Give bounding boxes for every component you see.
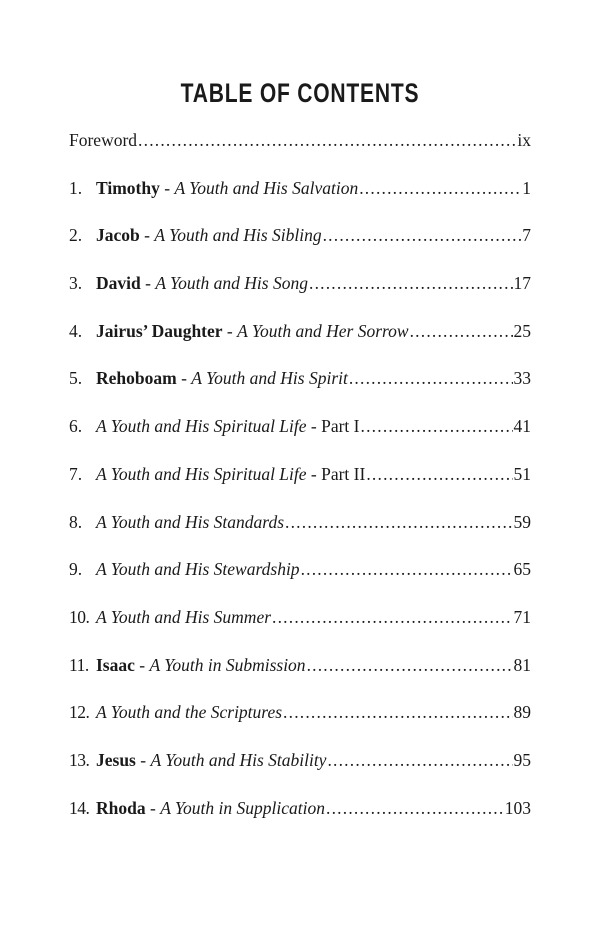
toc-entry-label — [96, 511, 285, 532]
toc-entry-number: 11. — [69, 654, 89, 675]
table-of-contents — [69, 132, 531, 847]
toc-entry-number: 5. — [69, 368, 83, 389]
toc-entry-title: A Youth and His Spiritual Life — [96, 463, 307, 484]
toc-entry-label — [96, 370, 348, 388]
toc-entry-subject: Timothy — [96, 177, 160, 198]
toc-entry-title: A Youth and Her Sorrow — [237, 320, 409, 341]
toc-entry-6[interactable] — [69, 418, 531, 466]
toc-entry-number: 10. — [69, 606, 90, 627]
toc-entry-title: A Youth in Submission — [149, 654, 306, 675]
toc-page-number: ix — [517, 130, 531, 150]
toc-entry-subject: Jairus’ Daughter — [96, 320, 223, 341]
toc-entry-title: Foreword — [69, 130, 138, 150]
toc-entry-separator: - — [176, 368, 192, 389]
toc-entry-label — [96, 606, 272, 627]
toc-entry-subject: Rehoboam — [96, 368, 177, 389]
toc-entry-1[interactable] — [69, 177, 531, 228]
toc-entry-part: - Part I — [306, 416, 360, 437]
toc-entry-7[interactable] — [69, 463, 531, 514]
toc-page-number: 25 — [513, 320, 531, 341]
toc-entry-label — [96, 561, 300, 579]
toc-entry-label — [96, 797, 326, 818]
toc-entry-title: A Youth and His Standards — [96, 511, 285, 532]
toc-entry-label — [96, 275, 308, 293]
toc-entry-10[interactable] — [69, 606, 531, 657]
toc-entry-label — [96, 320, 409, 341]
toc-entry-label — [96, 177, 359, 198]
toc-page-number: 59 — [513, 511, 531, 532]
toc-entry-part: - Part II — [306, 463, 366, 484]
toc-page-number: 7 — [522, 225, 531, 246]
toc-entry-number: 13. — [69, 749, 90, 770]
dot-leader — [326, 800, 504, 818]
toc-entry-label — [96, 463, 366, 484]
toc-entry-number: 7. — [69, 463, 83, 484]
toc-entry-3[interactable] — [69, 275, 531, 323]
toc-entry-13[interactable] — [69, 749, 531, 800]
dot-leader — [138, 132, 516, 150]
dot-leader — [410, 323, 513, 341]
dot-leader — [301, 561, 513, 579]
toc-entry-subject: Jesus — [96, 749, 136, 770]
toc-page-number: 89 — [513, 702, 531, 723]
toc-page-number: 33 — [513, 368, 531, 389]
toc-entry-label — [96, 418, 360, 436]
toc-entry-4[interactable] — [69, 320, 531, 371]
toc-entry-label — [96, 227, 322, 245]
dot-leader — [307, 657, 513, 675]
dot-leader — [349, 370, 513, 388]
toc-entry-label — [69, 132, 137, 150]
toc-page-number: 103 — [504, 797, 531, 818]
toc-entry-11[interactable] — [69, 654, 531, 705]
toc-entry-number: 12. — [69, 702, 90, 723]
toc-entry-separator: - — [222, 320, 238, 341]
toc-entry-title: A Youth and the Scriptures — [96, 702, 283, 723]
toc-page-number: 41 — [513, 416, 531, 437]
toc-entry-number: 3. — [69, 273, 83, 294]
dot-leader — [323, 227, 522, 245]
toc-entry-title: A Youth and His Summer — [96, 606, 272, 627]
toc-entry-foreword[interactable] — [69, 132, 531, 180]
toc-entry-number: 8. — [69, 511, 83, 532]
toc-entry-number: 1. — [69, 177, 83, 198]
dot-leader — [361, 418, 513, 436]
toc-entry-title: A Youth and His Stewardship — [96, 559, 300, 580]
toc-entry-label — [96, 749, 327, 770]
toc-entry-title: A Youth and His Spirit — [191, 368, 348, 389]
toc-entry-title: A Youth in Supplication — [160, 797, 326, 818]
toc-entry-number: 6. — [69, 416, 83, 437]
toc-entry-label — [96, 704, 282, 722]
toc-page-number: 65 — [513, 559, 531, 580]
toc-entry-separator: - — [145, 797, 161, 818]
dot-leader — [309, 275, 513, 293]
toc-entry-9[interactable] — [69, 561, 531, 609]
dot-leader — [272, 609, 512, 627]
toc-entry-subject: Rhoda — [96, 797, 146, 818]
toc-entry-separator: - — [139, 225, 155, 246]
toc-entry-separator: - — [134, 654, 150, 675]
toc-page-number: 71 — [513, 606, 531, 627]
toc-entry-number: 9. — [69, 559, 83, 580]
toc-entry-title: A Youth and His Stability — [150, 749, 327, 770]
toc-entry-title: A Youth and His Spiritual Life — [96, 416, 307, 437]
toc-page-number: 51 — [513, 463, 531, 484]
toc-page-number: 1 — [522, 177, 531, 198]
page-title: TABLE OF CONTENTS — [180, 78, 420, 108]
toc-entry-subject: Jacob — [96, 225, 140, 246]
dot-leader — [366, 466, 512, 484]
toc-entry-12[interactable] — [69, 704, 531, 752]
dot-leader — [359, 180, 521, 198]
dot-leader — [283, 704, 512, 722]
toc-entry-5[interactable] — [69, 370, 531, 418]
toc-entry-label — [96, 654, 306, 675]
dot-leader — [327, 752, 512, 770]
toc-entry-number: 4. — [69, 320, 83, 341]
toc-page-number: 95 — [513, 749, 531, 770]
dot-leader — [285, 514, 512, 532]
toc-entry-subject: David — [96, 273, 141, 294]
toc-page-number: 81 — [513, 654, 531, 675]
toc-entry-number: 14. — [69, 797, 90, 818]
toc-entry-14[interactable] — [69, 797, 531, 848]
toc-entry-title: A Youth and His Song — [155, 273, 308, 294]
toc-entry-2[interactable] — [69, 227, 531, 275]
toc-entry-title: A Youth and His Salvation — [174, 177, 359, 198]
toc-entry-subject: Isaac — [96, 654, 135, 675]
toc-entry-number: 2. — [69, 225, 83, 246]
toc-entry-separator: - — [140, 273, 156, 294]
toc-entry-separator: - — [135, 749, 151, 770]
toc-entry-title: A Youth and His Sibling — [154, 225, 322, 246]
toc-entry-8[interactable] — [69, 511, 531, 562]
toc-page-number: 17 — [513, 273, 531, 294]
toc-entry-separator: - — [159, 177, 175, 198]
